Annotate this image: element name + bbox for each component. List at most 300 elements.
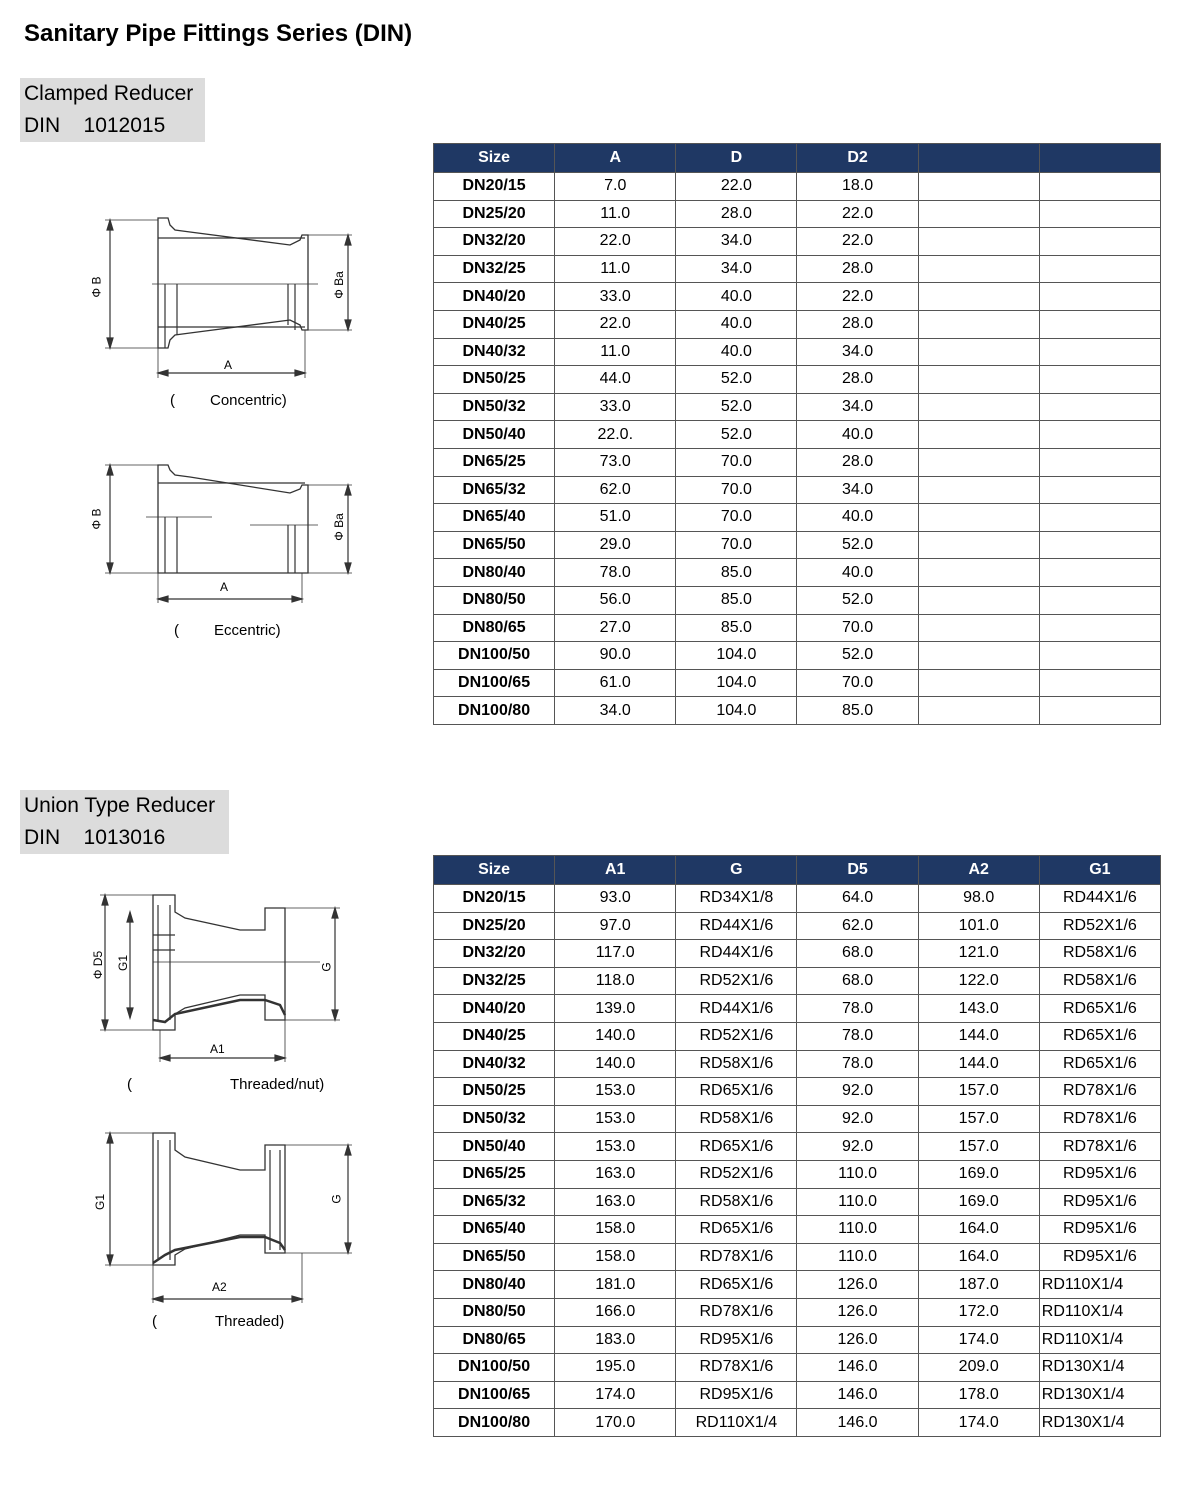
union-name: Union Type Reducer <box>24 794 216 817</box>
value-cell: 70.0 <box>676 448 797 476</box>
table-row <box>434 697 1161 725</box>
clamped-din <box>24 110 199 142</box>
value-cell: 70.0 <box>676 476 797 504</box>
value-cell: 40.0 <box>676 310 797 338</box>
value-cell: RD65X1/6 <box>1039 995 1160 1023</box>
value-cell: RD110X1/4 <box>1039 1298 1160 1326</box>
value-cell: RD130X1/4 <box>1039 1381 1160 1409</box>
value-cell: 144.0 <box>918 1050 1039 1078</box>
value-cell: 40.0 <box>797 504 918 532</box>
value-cell: 22.0 <box>555 228 676 256</box>
size-cell: DN65/32 <box>434 476 555 504</box>
value-cell: 157.0 <box>918 1133 1039 1161</box>
value-cell: 22.0 <box>797 283 918 311</box>
value-cell: RD130X1/4 <box>1039 1409 1160 1437</box>
size-cell: DN50/40 <box>434 1133 555 1161</box>
value-cell: 22.0. <box>555 421 676 449</box>
header-d2: D2 <box>797 144 918 173</box>
value-cell <box>918 310 1039 338</box>
value-cell: 68.0 <box>797 940 918 968</box>
size-cell: DN65/40 <box>434 1216 555 1244</box>
threaded-nut-dim-g: G <box>319 962 334 972</box>
value-cell <box>1039 393 1160 421</box>
value-cell: 209.0 <box>918 1354 1039 1382</box>
value-cell <box>918 283 1039 311</box>
value-cell: 140.0 <box>555 1022 676 1050</box>
value-cell: 70.0 <box>676 531 797 559</box>
header-blank-2 <box>1039 144 1160 173</box>
table-row <box>434 531 1161 559</box>
header-d5: D5 <box>797 856 918 885</box>
value-cell: 18.0 <box>797 173 918 201</box>
value-cell <box>918 255 1039 283</box>
concentric-dim-a: A <box>224 358 233 372</box>
threaded-dim-g1: G1 <box>93 1193 108 1211</box>
value-cell: 93.0 <box>555 885 676 913</box>
table-row <box>434 1050 1161 1078</box>
table-row <box>434 504 1161 532</box>
value-cell: 28.0 <box>797 366 918 394</box>
size-cell: DN50/32 <box>434 1105 555 1133</box>
value-cell <box>1039 421 1160 449</box>
value-cell: RD78X1/6 <box>676 1298 797 1326</box>
value-cell: RD44X1/6 <box>1039 885 1160 913</box>
value-cell: 52.0 <box>676 366 797 394</box>
value-cell: 163.0 <box>555 1160 676 1188</box>
value-cell: RD44X1/6 <box>676 940 797 968</box>
value-cell: 70.0 <box>797 614 918 642</box>
value-cell: 11.0 <box>555 255 676 283</box>
concentric-caption: Concentric) <box>210 392 287 409</box>
eccentric-dim-a: A <box>220 580 229 594</box>
value-cell: 97.0 <box>555 912 676 940</box>
table-row <box>434 173 1161 201</box>
table-row <box>434 967 1161 995</box>
size-cell: DN32/25 <box>434 967 555 995</box>
value-cell: 183.0 <box>555 1326 676 1354</box>
value-cell: 187.0 <box>918 1271 1039 1299</box>
size-cell: DN40/25 <box>434 1022 555 1050</box>
table-header-row <box>434 856 1161 885</box>
value-cell: 126.0 <box>797 1271 918 1299</box>
threaded-dim-g: G <box>329 1194 344 1204</box>
value-cell: 144.0 <box>918 1022 1039 1050</box>
table-row <box>434 995 1161 1023</box>
size-cell: DN100/65 <box>434 669 555 697</box>
value-cell <box>918 531 1039 559</box>
value-cell: 121.0 <box>918 940 1039 968</box>
value-cell: 33.0 <box>555 393 676 421</box>
value-cell: 110.0 <box>797 1243 918 1271</box>
value-cell: 28.0 <box>797 448 918 476</box>
value-cell: 110.0 <box>797 1160 918 1188</box>
clamped-reducer-table <box>433 143 1161 725</box>
value-cell: 40.0 <box>797 421 918 449</box>
din-label: DIN <box>24 114 61 137</box>
size-cell: DN65/50 <box>434 1243 555 1271</box>
table-row <box>434 1271 1161 1299</box>
size-cell: DN65/25 <box>434 1160 555 1188</box>
threaded-nut-dim-d5: Φ D5 <box>91 950 106 980</box>
union-section-label <box>20 790 229 854</box>
value-cell <box>918 173 1039 201</box>
header-blank-1 <box>918 144 1039 173</box>
eccentric-dim-ba: Φ Ba <box>331 513 346 541</box>
value-cell <box>918 366 1039 394</box>
value-cell: RD44X1/6 <box>676 912 797 940</box>
value-cell: 153.0 <box>555 1078 676 1106</box>
value-cell: 90.0 <box>555 642 676 670</box>
value-cell <box>1039 531 1160 559</box>
header-d: D <box>676 144 797 173</box>
table-row <box>434 1298 1161 1326</box>
size-cell: DN50/40 <box>434 421 555 449</box>
value-cell: 174.0 <box>918 1326 1039 1354</box>
value-cell: 174.0 <box>555 1381 676 1409</box>
value-cell: RD34X1/8 <box>676 885 797 913</box>
size-cell: DN25/20 <box>434 912 555 940</box>
table-row <box>434 1326 1161 1354</box>
value-cell: 27.0 <box>555 614 676 642</box>
table-row <box>434 642 1161 670</box>
din-label: DIN <box>24 826 61 849</box>
value-cell: 70.0 <box>676 504 797 532</box>
value-cell: 34.0 <box>797 338 918 366</box>
value-cell <box>1039 366 1160 394</box>
size-cell: DN40/20 <box>434 995 555 1023</box>
value-cell: 170.0 <box>555 1409 676 1437</box>
value-cell: 28.0 <box>676 200 797 228</box>
value-cell <box>918 228 1039 256</box>
value-cell: 40.0 <box>676 283 797 311</box>
value-cell: 78.0 <box>555 559 676 587</box>
value-cell: RD52X1/6 <box>676 967 797 995</box>
size-cell: DN80/50 <box>434 586 555 614</box>
table-row <box>434 338 1161 366</box>
value-cell: RD58X1/6 <box>676 1188 797 1216</box>
value-cell: RD110X1/4 <box>676 1409 797 1437</box>
value-cell: 101.0 <box>918 912 1039 940</box>
value-cell: 78.0 <box>797 1050 918 1078</box>
header-g: G <box>676 856 797 885</box>
header-a2: A2 <box>918 856 1039 885</box>
table-row <box>434 310 1161 338</box>
value-cell: RD44X1/6 <box>676 995 797 1023</box>
value-cell: 52.0 <box>797 642 918 670</box>
value-cell: 104.0 <box>676 697 797 725</box>
value-cell <box>1039 669 1160 697</box>
value-cell <box>918 393 1039 421</box>
header-size: Size <box>434 856 555 885</box>
value-cell: 28.0 <box>797 255 918 283</box>
threaded-nut-dim-a1: A1 <box>210 1042 225 1056</box>
threaded-caption: Threaded) <box>215 1313 285 1330</box>
value-cell: 169.0 <box>918 1188 1039 1216</box>
value-cell: 164.0 <box>918 1216 1039 1244</box>
value-cell: 73.0 <box>555 448 676 476</box>
table-row <box>434 1188 1161 1216</box>
size-cell: DN100/50 <box>434 1354 555 1382</box>
value-cell: 85.0 <box>676 559 797 587</box>
value-cell <box>1039 697 1160 725</box>
table-row <box>434 1216 1161 1244</box>
table-row <box>434 1022 1161 1050</box>
value-cell <box>1039 228 1160 256</box>
value-cell: 51.0 <box>555 504 676 532</box>
value-cell: 11.0 <box>555 200 676 228</box>
size-cell: DN80/65 <box>434 1326 555 1354</box>
value-cell: 110.0 <box>797 1216 918 1244</box>
value-cell: 44.0 <box>555 366 676 394</box>
size-cell: DN40/25 <box>434 310 555 338</box>
value-cell: 92.0 <box>797 1133 918 1161</box>
value-cell: RD65X1/6 <box>676 1078 797 1106</box>
value-cell: 33.0 <box>555 283 676 311</box>
value-cell: 34.0 <box>676 228 797 256</box>
value-cell: RD58X1/6 <box>676 1105 797 1133</box>
clamped-name: Clamped Reducer <box>24 82 194 105</box>
value-cell: 7.0 <box>555 173 676 201</box>
value-cell: 172.0 <box>918 1298 1039 1326</box>
value-cell: 92.0 <box>797 1078 918 1106</box>
size-cell: DN40/32 <box>434 1050 555 1078</box>
value-cell: 85.0 <box>676 614 797 642</box>
value-cell: 164.0 <box>918 1243 1039 1271</box>
value-cell <box>1039 200 1160 228</box>
threaded-nut-reducer-diagram <box>70 880 370 1065</box>
value-cell: 158.0 <box>555 1216 676 1244</box>
value-cell <box>1039 504 1160 532</box>
value-cell: 52.0 <box>676 393 797 421</box>
table-row <box>434 1078 1161 1106</box>
value-cell: 78.0 <box>797 1022 918 1050</box>
value-cell: 158.0 <box>555 1243 676 1271</box>
value-cell: 118.0 <box>555 967 676 995</box>
value-cell: 52.0 <box>676 421 797 449</box>
value-cell: 85.0 <box>797 697 918 725</box>
size-cell: DN50/25 <box>434 366 555 394</box>
value-cell: RD58X1/6 <box>676 1050 797 1078</box>
value-cell: 34.0 <box>797 393 918 421</box>
value-cell: 28.0 <box>797 310 918 338</box>
table-row <box>434 421 1161 449</box>
clamped-section-label <box>20 78 205 142</box>
size-cell: DN40/32 <box>434 338 555 366</box>
value-cell <box>1039 448 1160 476</box>
concentric-reducer-diagram <box>70 190 370 390</box>
value-cell <box>918 586 1039 614</box>
size-cell: DN80/65 <box>434 614 555 642</box>
value-cell <box>1039 283 1160 311</box>
value-cell: RD65X1/6 <box>676 1133 797 1161</box>
value-cell: 146.0 <box>797 1409 918 1437</box>
size-cell: DN100/80 <box>434 697 555 725</box>
size-cell: DN65/50 <box>434 531 555 559</box>
union-reducer-table <box>433 855 1161 1437</box>
value-cell: RD95X1/6 <box>676 1326 797 1354</box>
value-cell <box>918 642 1039 670</box>
value-cell: RD95X1/6 <box>676 1381 797 1409</box>
value-cell: RD52X1/6 <box>676 1160 797 1188</box>
value-cell: 104.0 <box>676 669 797 697</box>
threaded-nut-caption: Threaded/nut) <box>230 1076 325 1093</box>
value-cell: 64.0 <box>797 885 918 913</box>
value-cell: RD65X1/6 <box>1039 1050 1160 1078</box>
value-cell: 70.0 <box>797 669 918 697</box>
value-cell: 22.0 <box>797 228 918 256</box>
header-a1: A1 <box>555 856 676 885</box>
table-row <box>434 200 1161 228</box>
value-cell: 153.0 <box>555 1105 676 1133</box>
value-cell: RD65X1/6 <box>676 1216 797 1244</box>
concentric-caption-open: ( <box>170 392 175 409</box>
value-cell <box>1039 173 1160 201</box>
value-cell: 22.0 <box>797 200 918 228</box>
table-row <box>434 448 1161 476</box>
value-cell: 40.0 <box>676 338 797 366</box>
value-cell <box>1039 255 1160 283</box>
table-row <box>434 1133 1161 1161</box>
value-cell <box>918 504 1039 532</box>
table-row <box>434 366 1161 394</box>
value-cell: 157.0 <box>918 1105 1039 1133</box>
value-cell: 117.0 <box>555 940 676 968</box>
size-cell: DN80/40 <box>434 1271 555 1299</box>
value-cell: RD95X1/6 <box>1039 1216 1160 1244</box>
value-cell: 157.0 <box>918 1078 1039 1106</box>
value-cell: RD78X1/6 <box>1039 1133 1160 1161</box>
size-cell: DN50/32 <box>434 393 555 421</box>
value-cell: RD58X1/6 <box>1039 967 1160 995</box>
value-cell: 92.0 <box>797 1105 918 1133</box>
size-cell: DN80/40 <box>434 559 555 587</box>
size-cell: DN32/25 <box>434 255 555 283</box>
value-cell <box>1039 338 1160 366</box>
value-cell <box>1039 476 1160 504</box>
value-cell: 62.0 <box>797 912 918 940</box>
size-cell: DN100/50 <box>434 642 555 670</box>
header-g1: G1 <box>1039 856 1160 885</box>
table-row <box>434 614 1161 642</box>
value-cell: 146.0 <box>797 1381 918 1409</box>
value-cell: 68.0 <box>797 967 918 995</box>
size-cell: DN32/20 <box>434 940 555 968</box>
table-header-row <box>434 144 1161 173</box>
value-cell: 169.0 <box>918 1160 1039 1188</box>
din-code: 1012015 <box>83 114 166 137</box>
table-row <box>434 559 1161 587</box>
value-cell: 34.0 <box>797 476 918 504</box>
size-cell: DN65/32 <box>434 1188 555 1216</box>
table-row <box>434 476 1161 504</box>
value-cell <box>1039 614 1160 642</box>
value-cell: 104.0 <box>676 642 797 670</box>
size-cell: DN65/40 <box>434 504 555 532</box>
size-cell: DN65/25 <box>434 448 555 476</box>
eccentric-caption: Eccentric) <box>214 622 281 639</box>
table-row <box>434 1381 1161 1409</box>
value-cell: 34.0 <box>676 255 797 283</box>
value-cell: 140.0 <box>555 1050 676 1078</box>
value-cell: 163.0 <box>555 1188 676 1216</box>
value-cell <box>918 421 1039 449</box>
value-cell <box>1039 559 1160 587</box>
value-cell: 126.0 <box>797 1326 918 1354</box>
value-cell <box>918 476 1039 504</box>
table-row <box>434 1160 1161 1188</box>
value-cell: 126.0 <box>797 1298 918 1326</box>
table-row <box>434 1409 1161 1437</box>
value-cell: 143.0 <box>918 995 1039 1023</box>
value-cell: RD95X1/6 <box>1039 1188 1160 1216</box>
value-cell: 98.0 <box>918 885 1039 913</box>
value-cell: 181.0 <box>555 1271 676 1299</box>
value-cell <box>1039 310 1160 338</box>
concentric-dim-ba: Φ Ba <box>331 271 346 299</box>
table-row <box>434 228 1161 256</box>
table-row <box>434 586 1161 614</box>
table-row <box>434 1243 1161 1271</box>
table-row <box>434 283 1161 311</box>
value-cell: RD65X1/6 <box>1039 1022 1160 1050</box>
value-cell <box>918 669 1039 697</box>
value-cell: 52.0 <box>797 531 918 559</box>
value-cell: 11.0 <box>555 338 676 366</box>
value-cell: 195.0 <box>555 1354 676 1382</box>
value-cell: RD52X1/6 <box>676 1022 797 1050</box>
value-cell <box>918 697 1039 725</box>
size-cell: DN100/65 <box>434 1381 555 1409</box>
size-cell: DN20/15 <box>434 885 555 913</box>
header-a: A <box>555 144 676 173</box>
din-code: 1013016 <box>83 826 166 849</box>
value-cell: RD130X1/4 <box>1039 1354 1160 1382</box>
value-cell: 139.0 <box>555 995 676 1023</box>
eccentric-caption-open: ( <box>174 622 179 639</box>
table-row <box>434 255 1161 283</box>
value-cell <box>918 559 1039 587</box>
table-row <box>434 669 1161 697</box>
value-cell: 34.0 <box>555 697 676 725</box>
table-row <box>434 1105 1161 1133</box>
value-cell: RD65X1/6 <box>676 1271 797 1299</box>
value-cell: 62.0 <box>555 476 676 504</box>
size-cell: DN25/20 <box>434 200 555 228</box>
page-title: Sanitary Pipe Fittings Series (DIN) <box>24 20 413 47</box>
value-cell <box>918 614 1039 642</box>
table-row <box>434 1354 1161 1382</box>
value-cell: RD78X1/6 <box>1039 1105 1160 1133</box>
value-cell: RD95X1/6 <box>1039 1243 1160 1271</box>
table-row <box>434 393 1161 421</box>
value-cell: 78.0 <box>797 995 918 1023</box>
value-cell: 153.0 <box>555 1133 676 1161</box>
value-cell: RD78X1/6 <box>1039 1078 1160 1106</box>
value-cell <box>918 338 1039 366</box>
size-cell: DN32/20 <box>434 228 555 256</box>
value-cell <box>1039 642 1160 670</box>
value-cell: 174.0 <box>918 1409 1039 1437</box>
eccentric-dim-b: Φ B <box>89 508 104 530</box>
value-cell: 22.0 <box>676 173 797 201</box>
value-cell: RD58X1/6 <box>1039 940 1160 968</box>
value-cell: 110.0 <box>797 1188 918 1216</box>
value-cell: 29.0 <box>555 531 676 559</box>
value-cell: 85.0 <box>676 586 797 614</box>
value-cell: 52.0 <box>797 586 918 614</box>
threaded-nut-caption-open: ( <box>127 1076 132 1093</box>
size-cell: DN20/15 <box>434 173 555 201</box>
